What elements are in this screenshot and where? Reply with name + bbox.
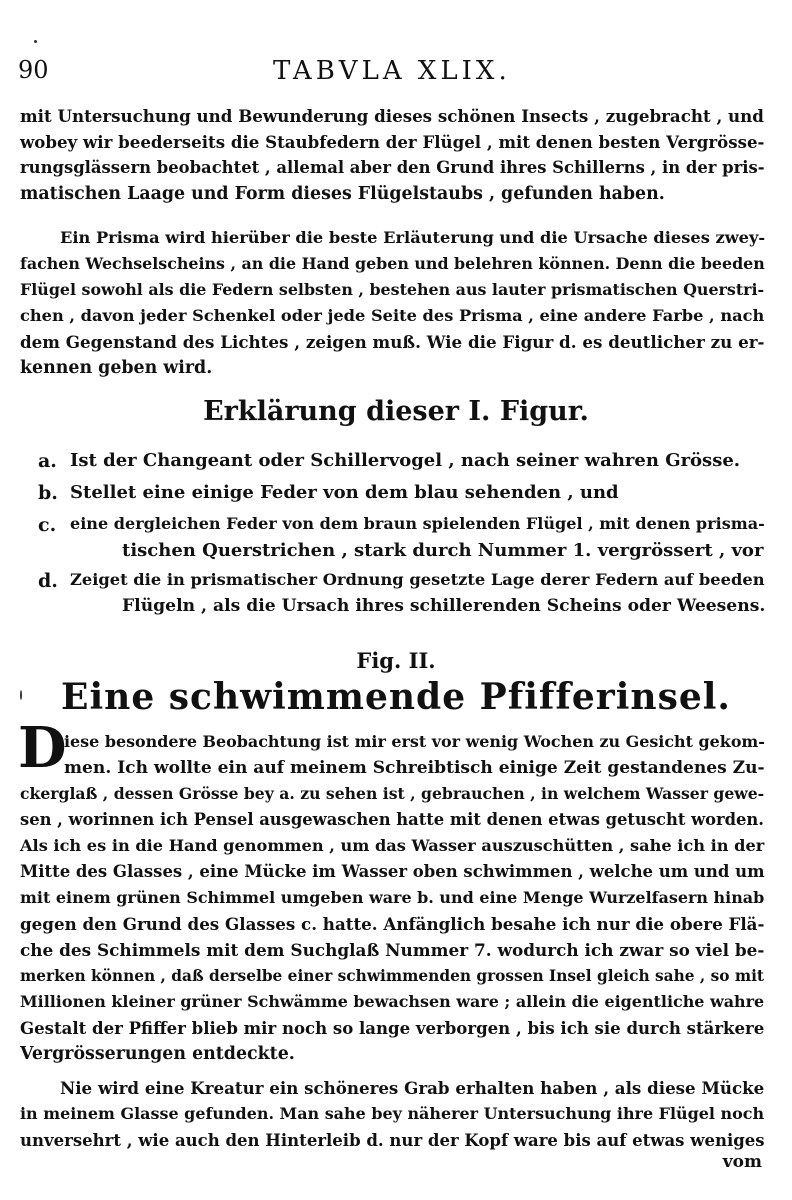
item-marker: a.	[38, 450, 57, 472]
item-line: tischen Querstrichen , stark durch Nummer 1. vergrössert , vor	[122, 540, 764, 561]
text-line: chen , davon jeder Schenkel oder jede Seite des Prisma , eine andere Farbe , nach	[20, 306, 765, 325]
text-line: matischen Laage und Form dieses Flügelstaubs , gefunden haben.	[20, 184, 665, 204]
page-number: 90	[18, 56, 49, 84]
chapter-title: Eine schwimmende Pfifferinsel.	[61, 676, 731, 718]
section-heading: Erklärung dieser I. Figur.	[203, 396, 589, 427]
item-marker: d.	[38, 570, 58, 592]
ink-speck	[34, 40, 37, 43]
item-marker: b.	[38, 482, 58, 504]
text-line: wobey wir beederseits die Staubfedern der Flügel , mit denen besten Vergrösse-	[20, 132, 765, 152]
text-line: dem Gegenstand des Lichtes , zeigen muß. Wie die Figur d. es deutlicher zu er-	[20, 332, 765, 352]
drop-cap: D	[18, 715, 67, 781]
text-line: ckerglaß , dessen Grösse bey a. zu sehen ist , gebrauchen , in welchem Wasser gewe-	[20, 784, 765, 803]
text-line: Ein Prisma wird hierüber die beste Erläuterung und die Ursache dieses zwey-	[60, 228, 766, 247]
text-line: Als ich es in die Hand genommen , um das Wasser auszuschütten , sahe ich in der	[20, 836, 765, 855]
text-line: Nie wird eine Kreatur ein schöneres Grab erhalten haben , als diese Mücke	[60, 1078, 765, 1098]
text-line: Flügel sowohl als die Federn selbsten , bestehen aus lauter prismatischen Querstri-	[20, 280, 765, 299]
text-line: men. Ich wollte ein auf meinem Schreibtisch einige Zeit gestandenes Zu-	[64, 758, 765, 778]
text-line: rungsglässern beobachtet , allemal aber den Grund ihres Schillerns , in der pris-	[20, 158, 765, 177]
catchword: vom	[722, 1152, 762, 1172]
text-line: Millionen kleiner grüner Schwämme bewachsen ware ; allein die eigentliche wahre	[20, 992, 765, 1011]
item-line: Stellet eine einige Feder von dem blau sehenden , und	[70, 482, 619, 503]
text-line: iese besondere Beobachtung ist mir erst vor wenig Wochen zu Gesicht gekom-	[64, 732, 765, 751]
text-line: in meinem Glasse gefunden. Man sahe bey näherer Untersuchung ihre Flügel noch	[20, 1104, 765, 1123]
text-line: sen , worinnen ich Pensel ausgewaschen hatte mit denen etwas getuscht worden.	[20, 810, 764, 829]
item-line: Ist der Changeant oder Schillervogel , nach seiner wahren Grösse.	[70, 450, 741, 471]
page-header	[18, 56, 764, 90]
text-line: Vergrösserungen entdeckte.	[20, 1044, 295, 1064]
running-title: TABVLA XLIX.	[273, 56, 511, 86]
text-line: merken können , daß derselbe einer schwimmenden grossen Insel gleich sahe , so mit	[20, 967, 765, 985]
item-line: eine dergleichen Feder von dem braun spielenden Flügel , mit denen prisma-	[70, 514, 765, 533]
item-line: Zeiget die in prismatischer Ordnung gesetzte Lage derer Federn auf beeden	[70, 570, 765, 589]
figure-label: Fig. II.	[356, 648, 436, 673]
text-line: Gestalt der Pfiffer blieb mir noch so lange verborgen , bis ich sie durch stärkere	[20, 1018, 765, 1038]
text-line: kennen geben wird.	[20, 358, 213, 378]
text-line: unversehrt , wie auch den Hinterleib d. nur der Kopf ware bis auf etwas weniges	[20, 1130, 765, 1150]
text-line: mit Untersuchung und Bewunderung dieses schönen Insects , zugebracht , und	[20, 106, 764, 126]
text-line: che des Schimmels mit dem Suchglaß Nummer 7. wodurch ich zwar so viel be-	[20, 940, 765, 960]
item-marker: c.	[38, 514, 57, 536]
text-line: fachen Wechselscheins , an die Hand geben und belehren können. Denn die beeden	[20, 254, 765, 273]
text-line: gegen den Grund des Glasses c. hatte. Anfänglich besahe ich nur die obere Flä-	[20, 914, 765, 934]
text-line: Mitte des Glasses , eine Mücke im Wasser oben schwimmen , welche um und um	[20, 862, 765, 881]
item-line: Flügeln , als die Ursach ihres schillerenden Scheins oder Weesens.	[122, 596, 766, 616]
text-line: mit einem grünen Schimmel umgeben ware b. und eine Menge Wurzelfasern hinab	[20, 888, 765, 907]
